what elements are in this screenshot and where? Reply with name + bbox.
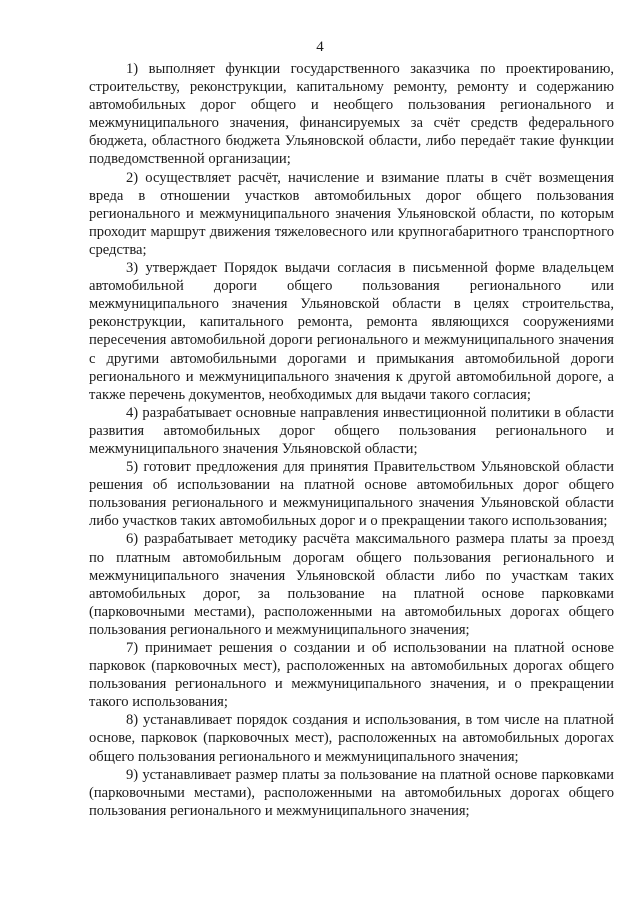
document-body (89, 60, 614, 820)
paragraph-5: 5) готовит предложения для принятия Правительством Ульяновской области решения об использовании на платной основе автомобильных дорог общего пользования регионального и межмуниципального значения Ульяновской области либо участков таких автомобильных дорог и о прекращении такого использования; (89, 459, 614, 530)
paragraph-3: 3) утверждает Порядок выдачи согласия в письменной форме владельцем автомобильной дороги общего пользования регионального или межмуниципального значения Ульяновской области в целях строительства, реконструкции, капитального ремонта, ремонта являющихся сооружениями пересечения автомобильной дороги регионального и межмуниципального значения с другими автомобильными дорогами и примыкания автомобильной дороги регионального и межмуниципального значения к другой автомобильной дороге, а также перечень документов, необходимых для выдачи такого согласия; (89, 260, 614, 403)
page-number: 4 (316, 39, 324, 55)
paragraph-1: 1) выполняет функции государственного заказчика по проектированию, строительству, реконструкции, капитальному ремонту, ремонту и содержанию автомобильных дорог общего и необщего пользования регионального и межмуниципального значения, финансируемых за счёт средств федерального бюджета, областного бюджета Ульяновской области, либо передаёт такие функции подведомственной организации; (89, 61, 614, 168)
paragraph-4: 4) разрабатывает основные направления инвестиционной политики в области развития автомобильных дорог общего пользования регионального и межмуниципального значения Ульяновской области; (89, 404, 614, 457)
paragraph-7: 7) принимает решения о создании и об использовании на платной основе парковок (парковочных мест), расположенных на автомобильных дорогах общего пользования регионального и межмуниципального значения, и о прекращении такого использования; (89, 640, 614, 711)
paragraph-8: 8) устанавливает порядок создания и использования, в том числе на платной основе, парковок (парковочных мест), расположенных на автомобильных дорогах общего пользования регионального и межмуниципального значения; (89, 712, 614, 765)
paragraph-2: 2) осуществляет расчёт, начисление и взимание платы в счёт возмещения вреда в отношении участков автомобильных дорог общего пользования регионального и межмуниципального значения Ульяновской области, по которым проходит маршрут движения тяжеловесного или крупногабаритного транспортного средства; (89, 169, 614, 258)
paragraph-9: 9) устанавливает размер платы за пользование на платной основе парковками (парковочными местами), расположенными на автомобильных дорогах общего пользования регионального и межмуниципального значения; (89, 766, 614, 819)
paragraph-6: 6) разрабатывает методику расчёта максимального размера платы за проезд по платным автомобильным дорогам общего пользования регионального и межмуниципального значения Ульяновской области либо по участкам таких автомобильных дорог, за пользование на платной основе парковками (парковочными местами), расположенными на автомобильных дорогах общего пользования регионального и межмуниципального значения; (89, 531, 614, 638)
